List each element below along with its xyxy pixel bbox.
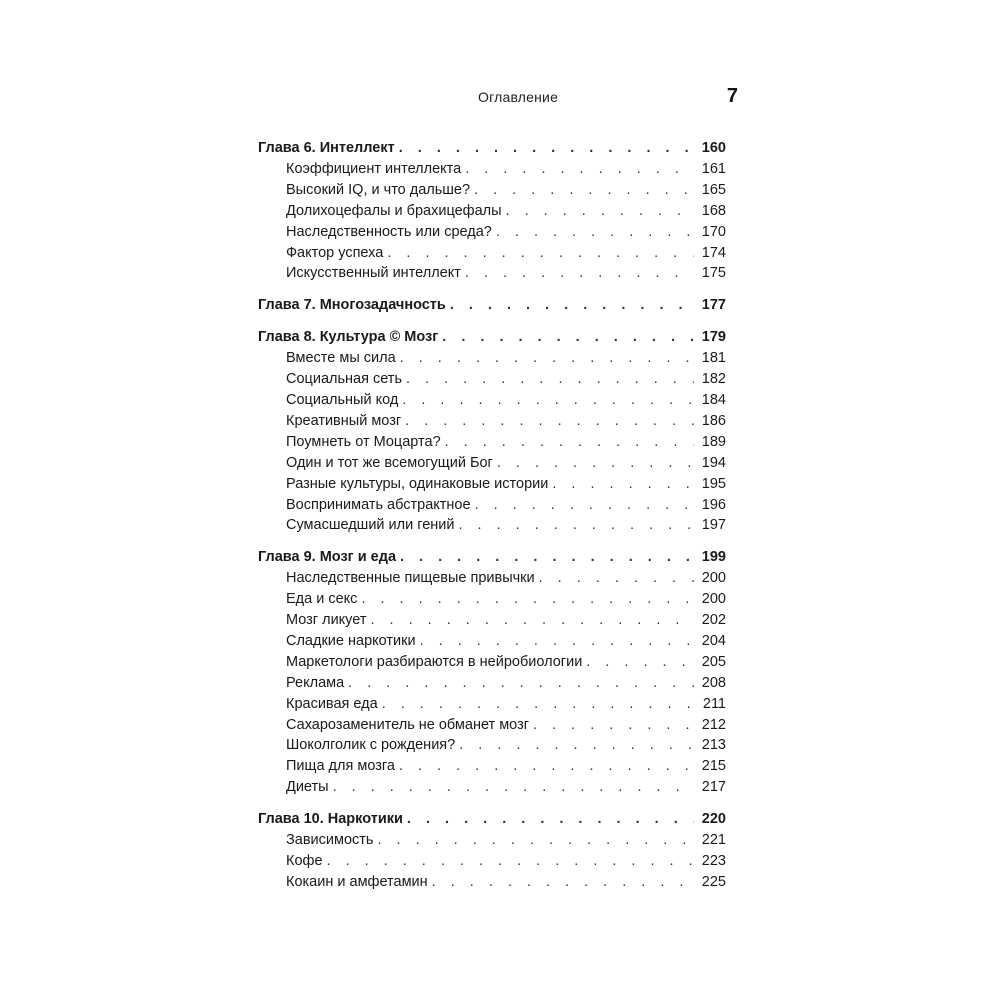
dot-leader (497, 453, 694, 474)
dot-leader (475, 495, 694, 516)
dot-leader (377, 830, 694, 851)
section-entry-title: Красивая еда (286, 695, 378, 712)
section-entry-title: Высокий IQ, и что дальше? (286, 181, 471, 198)
section-entry-title: Воспринимать абстрактное (286, 496, 471, 513)
chapter-heading (258, 327, 726, 348)
section-entry-page: 170 (701, 223, 726, 240)
section-entry (258, 735, 726, 756)
section-entry-title: Пища для мозга (286, 758, 395, 775)
section-entry (258, 652, 726, 673)
section-entry-page: 204 (701, 633, 726, 650)
section-entry-title: Шоколголик с рождения? (286, 737, 456, 754)
section-entry-page: 225 (701, 873, 726, 890)
chapter-heading (258, 138, 726, 159)
section-entry (258, 694, 726, 715)
table-of-contents (258, 138, 726, 904)
section-entry-page: 181 (701, 350, 726, 367)
section-entry-page: 168 (701, 202, 726, 219)
section-entry-page: 175 (701, 265, 726, 282)
dot-leader (474, 180, 694, 201)
running-title: Оглавление (478, 89, 559, 105)
toc-chapter (258, 295, 726, 316)
section-entry (258, 369, 726, 390)
page-number: 7 (726, 85, 738, 107)
dot-leader (442, 327, 694, 348)
section-entry-page: 202 (701, 612, 726, 629)
dot-leader (450, 295, 694, 316)
dot-leader (407, 809, 694, 830)
toc-chapter (258, 327, 726, 536)
chapter-heading-page: 199 (701, 549, 726, 566)
section-entry-page: 200 (701, 570, 726, 587)
section-entry (258, 495, 726, 516)
section-entry-title: Поумнеть от Моцарта? (286, 433, 441, 450)
dot-leader (348, 673, 694, 694)
dot-leader (333, 777, 694, 798)
dot-leader (465, 159, 694, 180)
section-entry-page: 223 (701, 853, 726, 870)
section-entry-page: 174 (701, 244, 726, 261)
section-entry-title: Кофе (286, 853, 323, 870)
section-entry-title: Долихоцефалы и брахицефалы (286, 202, 502, 219)
section-entry-title: Наследственные пищевые привычки (286, 570, 535, 587)
chapter-heading-page: 220 (701, 811, 726, 828)
chapter-heading (258, 295, 726, 316)
chapter-heading-title: Глава 10. Наркотики (258, 811, 403, 828)
dot-leader (361, 589, 694, 610)
dot-leader (402, 390, 694, 411)
dot-leader (533, 715, 694, 736)
section-entry-page: 200 (701, 591, 726, 608)
section-entry-page: 213 (701, 737, 726, 754)
toc-chapter (258, 547, 726, 798)
section-entry-page: 208 (701, 674, 726, 691)
section-entry (258, 159, 726, 180)
toc-chapter (258, 138, 726, 284)
section-entry-title: Зависимость (286, 832, 374, 849)
section-entry (258, 631, 726, 652)
section-entry (258, 243, 726, 264)
dot-leader (496, 222, 694, 243)
section-entry-page: 165 (701, 181, 726, 198)
section-entry (258, 515, 726, 536)
section-entry-title: Вместе мы сила (286, 350, 396, 367)
dot-leader (327, 851, 694, 872)
dot-leader (406, 369, 694, 390)
chapter-heading (258, 547, 726, 568)
section-entry (258, 390, 726, 411)
section-entry-page: 186 (701, 413, 726, 430)
dot-leader (458, 515, 694, 536)
section-entry (258, 222, 726, 243)
section-entry-page: 211 (702, 695, 726, 712)
chapter-heading-page: 177 (701, 297, 726, 314)
section-entry-page: 221 (701, 832, 726, 849)
dot-leader (400, 348, 694, 369)
section-entry-title: Диеты (286, 779, 329, 796)
section-entry (258, 432, 726, 453)
chapter-heading-page: 160 (701, 140, 726, 156)
section-entry-title: Кокаин и амфетамин (286, 873, 428, 890)
chapter-heading (258, 809, 726, 830)
section-entry-page: 205 (701, 653, 726, 670)
section-entry (258, 715, 726, 736)
dot-leader (405, 411, 694, 432)
section-entry-page: 182 (701, 371, 726, 388)
section-entry-title: Коэффициент интеллекта (286, 161, 462, 177)
dot-leader (539, 568, 694, 589)
section-entry (258, 348, 726, 369)
section-entry-page: 184 (701, 392, 726, 409)
section-entry-title: Мозг ликует (286, 612, 367, 629)
section-entry-title: Сахарозаменитель не обманет мозг (286, 716, 530, 733)
section-entry-title: Один и тот же всемогущий Бог (286, 454, 493, 471)
dot-leader (399, 756, 694, 777)
section-entry (258, 180, 726, 201)
section-entry-title: Социальная сеть (286, 371, 402, 388)
chapter-heading-title: Глава 6. Интеллект (258, 140, 395, 156)
section-entry-title: Сумасшедший или гений (286, 517, 455, 534)
section-entry (258, 453, 726, 474)
dot-leader (552, 474, 694, 495)
dot-leader (465, 263, 694, 284)
chapter-heading-title: Глава 8. Культура © Мозг (258, 329, 439, 346)
dot-leader (586, 652, 694, 673)
section-entry (258, 872, 726, 893)
section-entry-page: 215 (701, 758, 726, 775)
section-entry (258, 673, 726, 694)
dot-leader (382, 694, 694, 715)
section-entry-title: Искусственный интеллект (286, 265, 461, 282)
section-entry-title: Маркетологи разбираются в нейробиологии (286, 653, 583, 670)
section-entry-title: Сладкие наркотики (286, 633, 416, 650)
dot-leader (387, 243, 694, 264)
section-entry-page: 217 (701, 779, 726, 796)
section-entry-page: 212 (701, 716, 726, 733)
dot-leader (459, 735, 694, 756)
dot-leader (445, 432, 694, 453)
section-entry (258, 851, 726, 872)
section-entry-title: Социальный код (286, 392, 399, 409)
section-entry (258, 777, 726, 798)
section-entry (258, 610, 726, 631)
section-entry (258, 263, 726, 284)
section-entry (258, 756, 726, 777)
section-entry-title: Наследственность или среда? (286, 223, 492, 240)
chapter-heading-title: Глава 9. Мозг и еда (258, 549, 397, 566)
dot-leader (400, 547, 694, 568)
section-entry (258, 201, 726, 222)
section-entry-title: Креативный мозг (286, 413, 402, 430)
section-entry (258, 830, 726, 851)
section-entry-page: 196 (701, 496, 726, 513)
section-entry (258, 568, 726, 589)
dot-leader (420, 631, 694, 652)
section-entry-page: 161 (701, 161, 726, 177)
dot-leader (506, 201, 694, 222)
section-entry (258, 589, 726, 610)
section-entry-page: 195 (701, 475, 726, 492)
chapter-heading-page: 179 (701, 329, 726, 346)
dot-leader (399, 138, 694, 159)
section-entry-title: Реклама (286, 674, 345, 691)
section-entry-title: Фактор успеха (286, 244, 384, 261)
chapter-heading-title: Глава 7. Многозадачность (258, 297, 446, 314)
section-entry-page: 194 (701, 454, 726, 471)
dot-leader (432, 872, 694, 893)
section-entry-page: 197 (701, 517, 726, 534)
section-entry (258, 474, 726, 495)
section-entry (258, 411, 726, 432)
section-entry-page: 189 (701, 433, 726, 450)
section-entry-title: Разные культуры, одинаковые истории (286, 475, 549, 492)
section-entry-title: Еда и секс (286, 591, 358, 608)
dot-leader (371, 610, 695, 631)
toc-chapter (258, 809, 726, 893)
